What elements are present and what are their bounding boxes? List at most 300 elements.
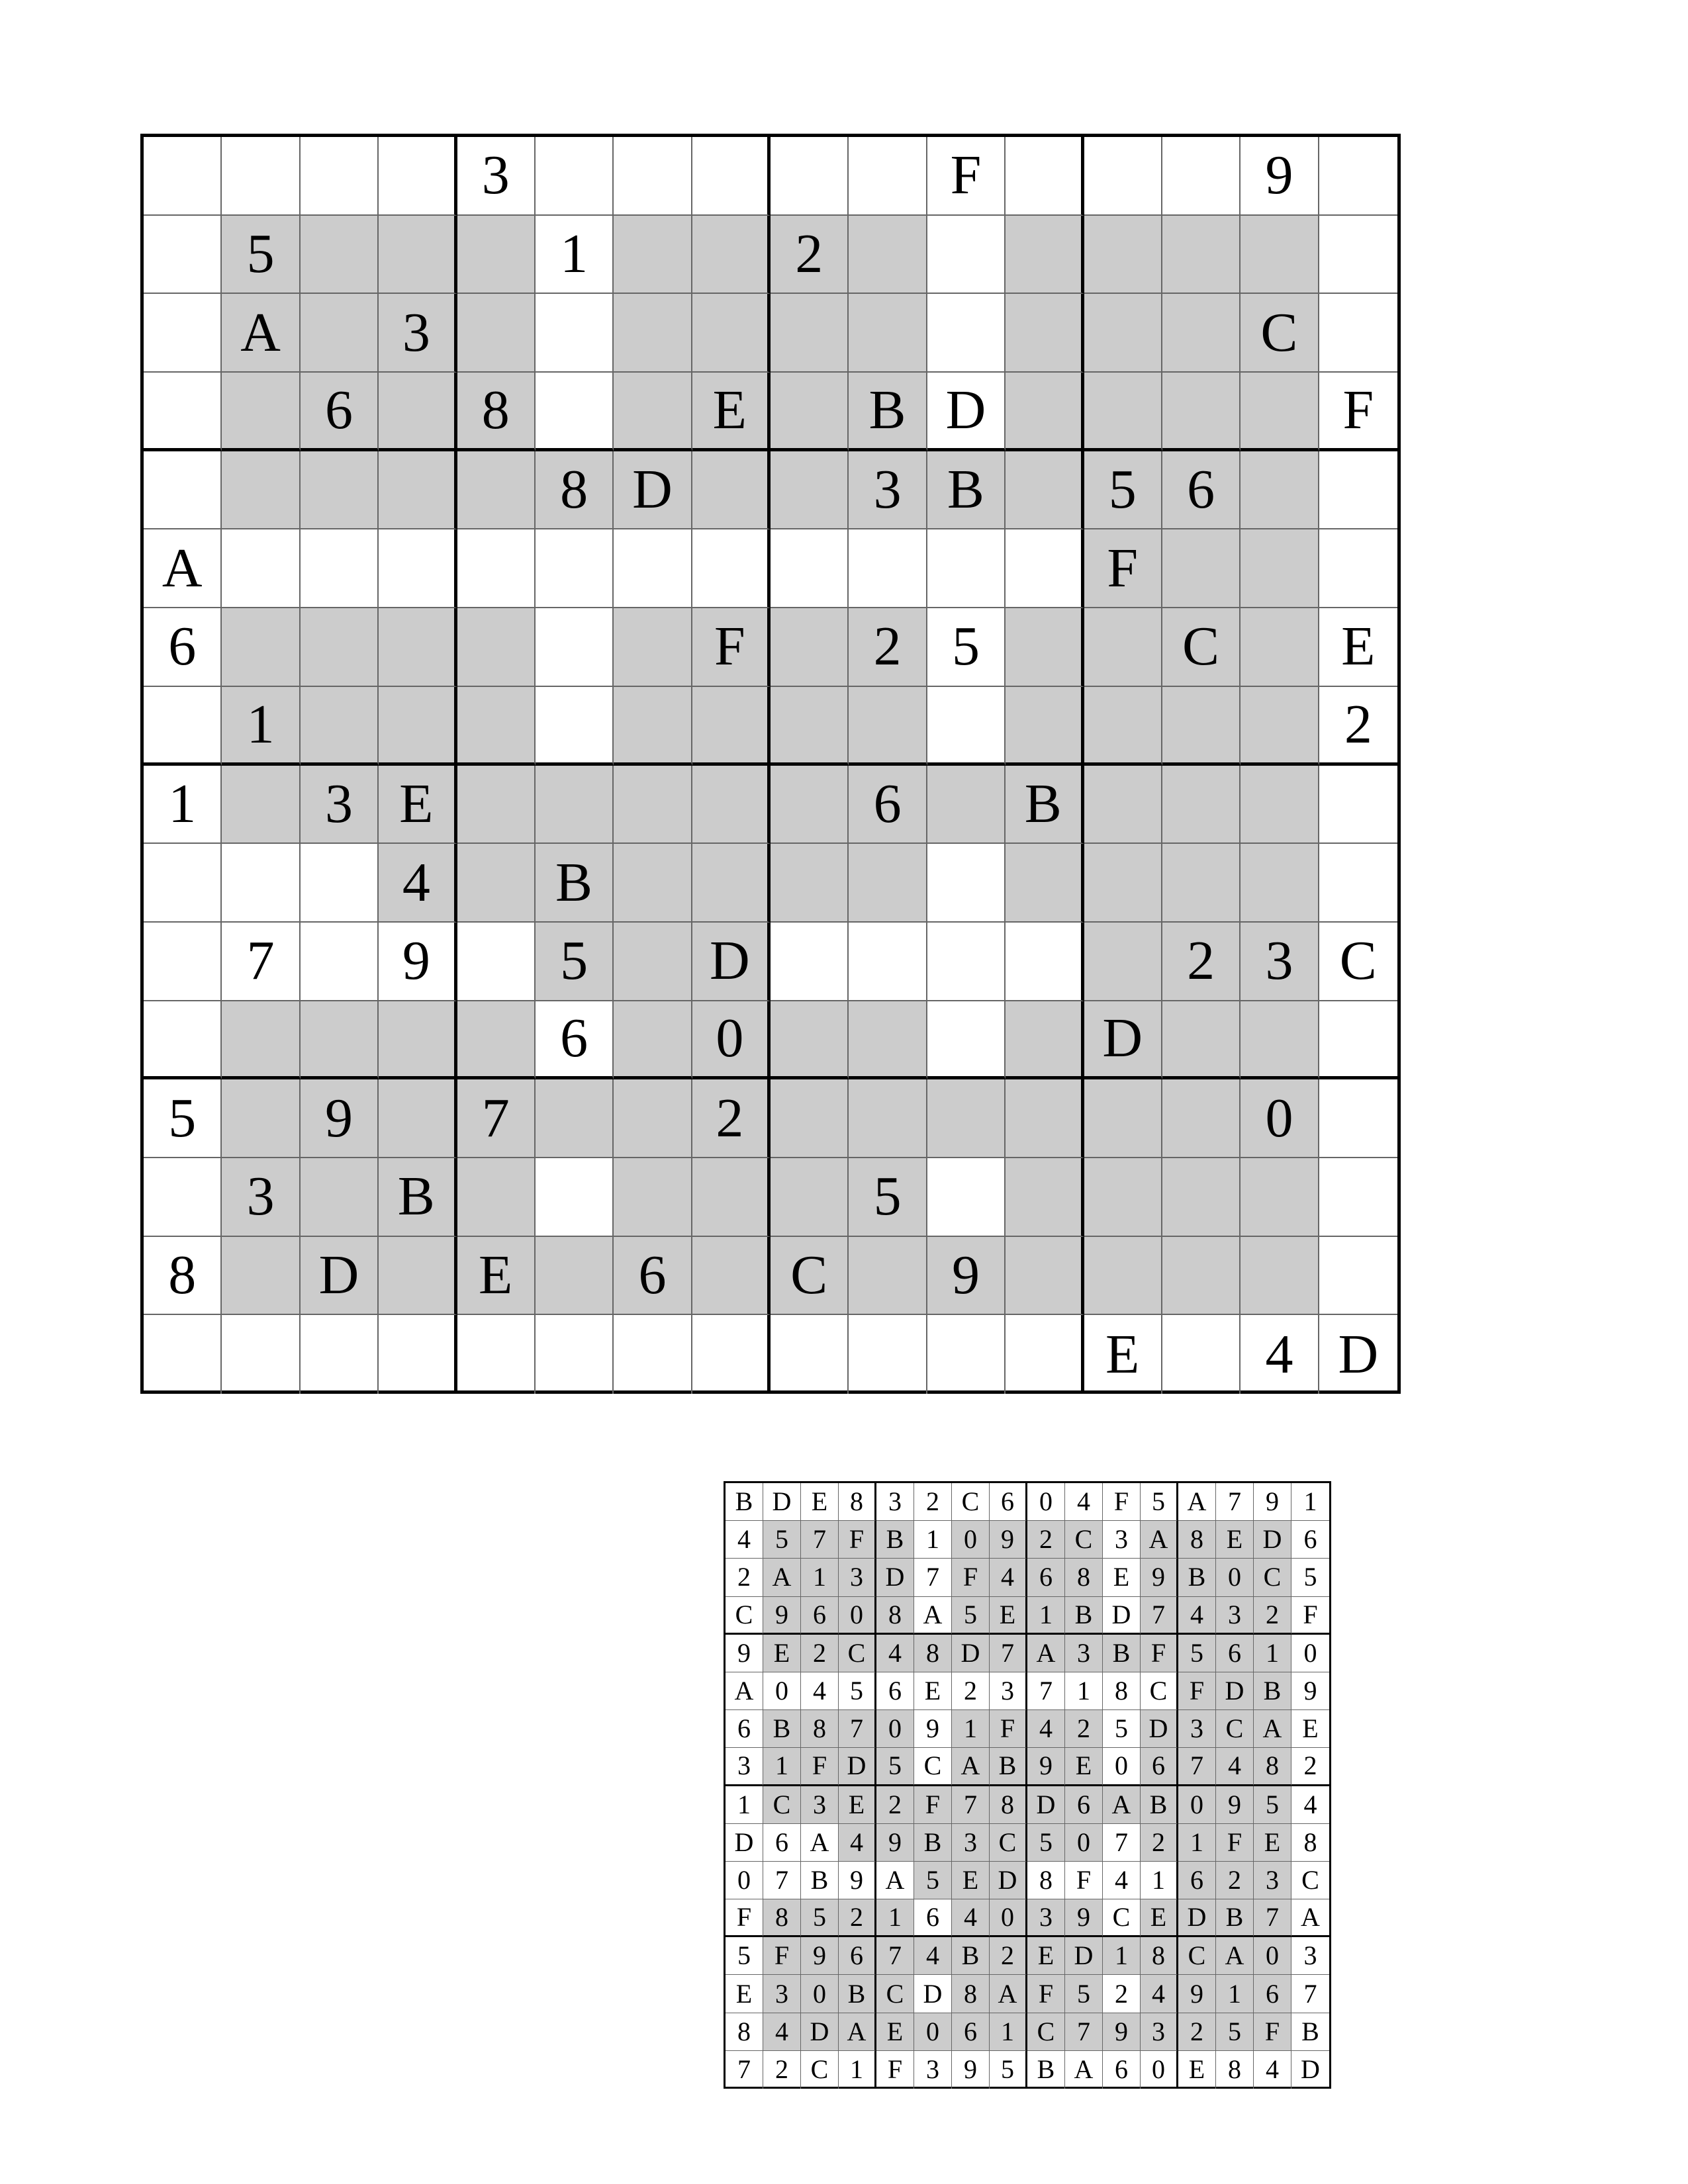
puzzle-cell[interactable] bbox=[692, 294, 771, 373]
solution-cell: F bbox=[990, 1710, 1027, 1748]
solution-cell: 4 bbox=[763, 2013, 801, 2051]
puzzle-cell[interactable] bbox=[222, 844, 300, 923]
puzzle-cell[interactable] bbox=[536, 1237, 614, 1316]
solution-cell: B bbox=[914, 1824, 952, 1862]
solution-cell: 2 bbox=[914, 1483, 952, 1521]
puzzle-cell[interactable] bbox=[222, 608, 300, 687]
solution-cell: A bbox=[839, 2013, 876, 2051]
solution-cell: E bbox=[1141, 1899, 1178, 1937]
puzzle-cell[interactable] bbox=[1162, 1315, 1241, 1394]
puzzle-cell[interactable] bbox=[1162, 137, 1241, 216]
solution-cell: 9 bbox=[1103, 2013, 1141, 2051]
puzzle-cell[interactable] bbox=[927, 1001, 1006, 1080]
puzzle-cell[interactable] bbox=[849, 1079, 927, 1158]
puzzle-cell: 8 bbox=[457, 373, 536, 451]
solution-cell: 3 bbox=[726, 1748, 763, 1786]
puzzle-cell[interactable] bbox=[379, 1315, 457, 1394]
solution-cell: 9 bbox=[726, 1635, 763, 1672]
puzzle-cell[interactable] bbox=[1162, 844, 1241, 923]
puzzle-cell[interactable] bbox=[379, 529, 457, 608]
puzzle-cell[interactable] bbox=[1006, 529, 1084, 608]
puzzle-cell[interactable] bbox=[614, 137, 692, 216]
puzzle-cell[interactable] bbox=[1084, 216, 1162, 295]
puzzle-cell[interactable] bbox=[927, 1315, 1006, 1394]
puzzle-cell[interactable] bbox=[927, 529, 1006, 608]
solution-row bbox=[726, 1710, 1329, 1748]
puzzle-cell[interactable] bbox=[1006, 451, 1084, 530]
puzzle-cell[interactable] bbox=[692, 1237, 771, 1316]
puzzle-cell[interactable] bbox=[301, 1315, 379, 1394]
solution-cell: 5 bbox=[1216, 2013, 1254, 2051]
puzzle-cell[interactable] bbox=[301, 844, 379, 923]
puzzle-cell[interactable] bbox=[301, 1001, 379, 1080]
solution-cell: C bbox=[990, 1824, 1027, 1862]
solution-cell: 2 bbox=[726, 1559, 763, 1596]
puzzle-row bbox=[144, 373, 1397, 451]
puzzle-cell[interactable] bbox=[771, 529, 849, 608]
solution-cell: 5 bbox=[1291, 1559, 1329, 1596]
puzzle-cell[interactable] bbox=[301, 529, 379, 608]
puzzle-cell[interactable] bbox=[1162, 766, 1241, 844]
puzzle-cell[interactable] bbox=[536, 1158, 614, 1237]
solution-cell: A bbox=[1103, 1786, 1141, 1824]
puzzle-cell[interactable] bbox=[1241, 1158, 1319, 1237]
solution-cell: D bbox=[914, 1975, 952, 2013]
puzzle-cell[interactable] bbox=[144, 294, 222, 373]
puzzle-cell[interactable] bbox=[1006, 137, 1084, 216]
puzzle-cell[interactable] bbox=[1241, 373, 1319, 451]
puzzle-cell[interactable] bbox=[1162, 529, 1241, 608]
puzzle-cell[interactable] bbox=[692, 766, 771, 844]
puzzle-cell[interactable] bbox=[771, 608, 849, 687]
solution-cell: 5 bbox=[839, 1672, 876, 1710]
puzzle-cell[interactable] bbox=[1241, 451, 1319, 530]
puzzle-cell[interactable] bbox=[1319, 1001, 1397, 1080]
puzzle-cell: C bbox=[1319, 923, 1397, 1001]
puzzle-cell[interactable] bbox=[692, 137, 771, 216]
puzzle-cell[interactable] bbox=[1084, 923, 1162, 1001]
solution-cell: D bbox=[726, 1824, 763, 1862]
puzzle-cell[interactable] bbox=[301, 608, 379, 687]
solution-cell: 7 bbox=[1216, 1483, 1254, 1521]
puzzle-cell[interactable] bbox=[927, 216, 1006, 295]
puzzle-cell[interactable] bbox=[1084, 687, 1162, 766]
solution-cell: 7 bbox=[1103, 1824, 1141, 1862]
puzzle-cell: 6 bbox=[144, 608, 222, 687]
puzzle-cell[interactable] bbox=[222, 529, 300, 608]
puzzle-cell[interactable] bbox=[1319, 766, 1397, 844]
solution-cell: 7 bbox=[763, 1862, 801, 1899]
solution-cell: D bbox=[1216, 1672, 1254, 1710]
solution-cell: 4 bbox=[952, 1899, 990, 1937]
puzzle-cell[interactable] bbox=[379, 1079, 457, 1158]
puzzle-cell[interactable] bbox=[457, 294, 536, 373]
puzzle-cell[interactable] bbox=[849, 844, 927, 923]
puzzle-cell[interactable] bbox=[1241, 687, 1319, 766]
puzzle-cell[interactable] bbox=[1006, 923, 1084, 1001]
solution-row bbox=[726, 1824, 1329, 1862]
puzzle-cell[interactable] bbox=[301, 216, 379, 295]
puzzle-cell[interactable] bbox=[614, 373, 692, 451]
solution-cell: 7 bbox=[839, 1710, 876, 1748]
puzzle-cell[interactable] bbox=[1319, 1158, 1397, 1237]
puzzle-cell[interactable] bbox=[771, 373, 849, 451]
puzzle-cell[interactable] bbox=[849, 216, 927, 295]
puzzle-cell[interactable] bbox=[614, 216, 692, 295]
solution-cell: B bbox=[839, 1975, 876, 2013]
puzzle-cell[interactable] bbox=[1319, 1079, 1397, 1158]
solution-cell: C bbox=[801, 2051, 839, 2089]
puzzle-cell[interactable] bbox=[1162, 687, 1241, 766]
puzzle-cell[interactable] bbox=[379, 216, 457, 295]
puzzle-cell[interactable] bbox=[1241, 766, 1319, 844]
solution-cell: 2 bbox=[1103, 1975, 1141, 2013]
puzzle-cell[interactable] bbox=[144, 373, 222, 451]
puzzle-cell[interactable] bbox=[379, 451, 457, 530]
puzzle-cell[interactable] bbox=[457, 923, 536, 1001]
puzzle-cell[interactable] bbox=[1006, 294, 1084, 373]
puzzle-cell[interactable] bbox=[301, 451, 379, 530]
puzzle-cell[interactable] bbox=[457, 687, 536, 766]
puzzle-cell[interactable] bbox=[222, 451, 300, 530]
puzzle-cell[interactable] bbox=[614, 923, 692, 1001]
puzzle-cell[interactable] bbox=[222, 766, 300, 844]
puzzle-cell[interactable] bbox=[849, 1001, 927, 1080]
puzzle-cell: B bbox=[379, 1158, 457, 1237]
puzzle-cell: A bbox=[222, 294, 300, 373]
puzzle-cell[interactable] bbox=[1084, 1079, 1162, 1158]
solution-cell: 7 bbox=[876, 1937, 914, 1975]
puzzle-cell[interactable] bbox=[1162, 1001, 1241, 1080]
solution-cell: 9 bbox=[876, 1824, 914, 1862]
puzzle-cell: D bbox=[1084, 1001, 1162, 1080]
solution-cell: B bbox=[1291, 2013, 1329, 2051]
puzzle-cell[interactable] bbox=[379, 1237, 457, 1316]
solution-cell: 6 bbox=[839, 1937, 876, 1975]
puzzle-cell[interactable] bbox=[1162, 1079, 1241, 1158]
puzzle-cell[interactable] bbox=[614, 529, 692, 608]
solution-cell: F bbox=[952, 1559, 990, 1596]
puzzle-cell[interactable] bbox=[457, 1001, 536, 1080]
puzzle-cell[interactable] bbox=[614, 1079, 692, 1158]
solution-cell: 9 bbox=[990, 1521, 1027, 1559]
puzzle-cell[interactable] bbox=[692, 844, 771, 923]
puzzle-cell: 6 bbox=[536, 1001, 614, 1080]
solution-cell: 4 bbox=[914, 1937, 952, 1975]
puzzle-cell[interactable] bbox=[927, 766, 1006, 844]
solution-cell: F bbox=[801, 1748, 839, 1786]
puzzle-cell[interactable] bbox=[1241, 1237, 1319, 1316]
puzzle-cell[interactable] bbox=[1162, 1158, 1241, 1237]
puzzle-cell[interactable] bbox=[144, 1315, 222, 1394]
solution-cell: 0 bbox=[839, 1597, 876, 1635]
solution-cell: D bbox=[1178, 1899, 1216, 1937]
puzzle-cell[interactable] bbox=[1006, 1315, 1084, 1394]
puzzle-cell[interactable] bbox=[1241, 1001, 1319, 1080]
solution-cell: 6 bbox=[1027, 1559, 1065, 1596]
puzzle-cell[interactable] bbox=[614, 1158, 692, 1237]
puzzle-cell[interactable] bbox=[927, 1158, 1006, 1237]
solution-cell: 0 bbox=[726, 1862, 763, 1899]
puzzle-cell[interactable] bbox=[457, 529, 536, 608]
puzzle-cell[interactable] bbox=[849, 294, 927, 373]
puzzle-cell[interactable] bbox=[536, 766, 614, 844]
puzzle-cell[interactable] bbox=[1162, 1237, 1241, 1316]
puzzle-cell[interactable] bbox=[536, 294, 614, 373]
solution-cell: C bbox=[1103, 1899, 1141, 1937]
puzzle-cell[interactable] bbox=[849, 1315, 927, 1394]
puzzle-cell[interactable] bbox=[222, 373, 300, 451]
puzzle-cell: B bbox=[849, 373, 927, 451]
puzzle-cell: 4 bbox=[379, 844, 457, 923]
puzzle-row bbox=[144, 451, 1397, 530]
puzzle-cell[interactable] bbox=[1006, 1001, 1084, 1080]
puzzle-cell[interactable] bbox=[1006, 373, 1084, 451]
solution-cell: 3 bbox=[1141, 2013, 1178, 2051]
puzzle-cell[interactable] bbox=[1084, 294, 1162, 373]
solution-cell: 9 bbox=[952, 2051, 990, 2089]
solution-cell: 2 bbox=[952, 1672, 990, 1710]
puzzle-cell[interactable] bbox=[1084, 844, 1162, 923]
puzzle-cell[interactable] bbox=[614, 687, 692, 766]
solution-cell: C bbox=[876, 1975, 914, 2013]
puzzle-cell[interactable] bbox=[144, 1001, 222, 1080]
puzzle-cell[interactable] bbox=[1319, 216, 1397, 295]
puzzle-cell[interactable] bbox=[614, 1315, 692, 1394]
solution-cell: 6 bbox=[1103, 2051, 1141, 2089]
puzzle-cell[interactable] bbox=[771, 294, 849, 373]
puzzle-cell[interactable] bbox=[379, 137, 457, 216]
puzzle-cell[interactable] bbox=[1319, 1237, 1397, 1316]
solution-cell: 3 bbox=[1216, 1597, 1254, 1635]
puzzle-cell[interactable] bbox=[849, 923, 927, 1001]
puzzle-cell[interactable] bbox=[771, 844, 849, 923]
puzzle-cell[interactable] bbox=[614, 294, 692, 373]
puzzle-cell[interactable] bbox=[457, 1158, 536, 1237]
solution-cell: 3 bbox=[839, 1559, 876, 1596]
puzzle-cell[interactable] bbox=[536, 373, 614, 451]
puzzle-cell: 7 bbox=[457, 1079, 536, 1158]
puzzle-cell[interactable] bbox=[379, 608, 457, 687]
puzzle-cell[interactable] bbox=[1319, 137, 1397, 216]
puzzle-cell[interactable] bbox=[692, 687, 771, 766]
puzzle-cell: B bbox=[536, 844, 614, 923]
puzzle-cell[interactable] bbox=[301, 923, 379, 1001]
puzzle-cell[interactable] bbox=[771, 923, 849, 1001]
puzzle-cell[interactable] bbox=[1319, 294, 1397, 373]
puzzle-cell[interactable] bbox=[927, 687, 1006, 766]
puzzle-cell[interactable] bbox=[1162, 373, 1241, 451]
puzzle-cell[interactable] bbox=[457, 1315, 536, 1394]
puzzle-cell[interactable] bbox=[536, 137, 614, 216]
puzzle-cell[interactable] bbox=[457, 844, 536, 923]
solution-cell: 8 bbox=[876, 1597, 914, 1635]
puzzle-cell: D bbox=[1338, 1323, 1379, 1385]
puzzle-cell[interactable] bbox=[771, 137, 849, 216]
solution-cell: 8 bbox=[839, 1483, 876, 1521]
puzzle-cell[interactable] bbox=[379, 687, 457, 766]
solution-row bbox=[726, 2013, 1329, 2051]
solution-cell: 1 bbox=[801, 1559, 839, 1596]
puzzle-cell[interactable] bbox=[771, 451, 849, 530]
solution-cell: A bbox=[726, 1672, 763, 1710]
puzzle-cell[interactable] bbox=[144, 451, 222, 530]
puzzle-cell[interactable] bbox=[536, 608, 614, 687]
puzzle-cell[interactable] bbox=[771, 1001, 849, 1080]
solution-cell: E bbox=[914, 1672, 952, 1710]
puzzle-cell[interactable] bbox=[849, 529, 927, 608]
puzzle-cell[interactable] bbox=[1084, 766, 1162, 844]
puzzle-cell[interactable] bbox=[457, 451, 536, 530]
puzzle-cell[interactable] bbox=[1241, 529, 1319, 608]
puzzle-cell[interactable] bbox=[1084, 608, 1162, 687]
solution-cell: 0 bbox=[1216, 1559, 1254, 1596]
puzzle-cell[interactable] bbox=[771, 1079, 849, 1158]
solution-cell: E bbox=[876, 2013, 914, 2051]
puzzle-cell[interactable] bbox=[692, 216, 771, 295]
puzzle-cell[interactable] bbox=[301, 1158, 379, 1237]
solution-cell: 3 bbox=[914, 2051, 952, 2089]
solution-cell: B bbox=[763, 1710, 801, 1748]
puzzle-cell[interactable] bbox=[1162, 294, 1241, 373]
solution-cell: D bbox=[1254, 1521, 1291, 1559]
puzzle-cell[interactable] bbox=[536, 1315, 614, 1394]
solution-cell: F bbox=[1065, 1862, 1103, 1899]
puzzle-cell[interactable] bbox=[927, 294, 1006, 373]
solution-cell: 6 bbox=[1291, 1521, 1329, 1559]
puzzle-cell: 1 bbox=[222, 687, 300, 766]
puzzle-cell[interactable] bbox=[1162, 216, 1241, 295]
puzzle-cell: 3 bbox=[379, 294, 457, 373]
puzzle-cell[interactable] bbox=[1241, 216, 1319, 295]
puzzle-cell[interactable] bbox=[614, 766, 692, 844]
puzzle-cell[interactable] bbox=[692, 1315, 771, 1394]
puzzle-cell[interactable] bbox=[1241, 844, 1319, 923]
solution-cell: 4 bbox=[1178, 1597, 1216, 1635]
puzzle-cell: 7 bbox=[222, 923, 300, 1001]
puzzle-cell: 2 bbox=[849, 608, 927, 687]
puzzle-cell[interactable] bbox=[771, 766, 849, 844]
puzzle-cell[interactable] bbox=[144, 216, 222, 295]
puzzle-row bbox=[144, 687, 1397, 766]
solution-cell: 1 bbox=[839, 2051, 876, 2089]
solution-cell: 1 bbox=[990, 2013, 1027, 2051]
puzzle-cell[interactable] bbox=[379, 1001, 457, 1080]
puzzle-cell[interactable] bbox=[1006, 687, 1084, 766]
puzzle-cell[interactable] bbox=[144, 844, 222, 923]
solution-cell: 5 bbox=[1027, 1824, 1065, 1862]
solution-cell: 7 bbox=[914, 1559, 952, 1596]
puzzle-cell[interactable] bbox=[222, 1079, 300, 1158]
puzzle-cell[interactable] bbox=[692, 451, 771, 530]
puzzle-cell[interactable] bbox=[144, 923, 222, 1001]
puzzle-cell[interactable] bbox=[1319, 529, 1397, 608]
puzzle-cell[interactable] bbox=[1006, 1158, 1084, 1237]
puzzle-cell[interactable] bbox=[457, 608, 536, 687]
solution-cell: B bbox=[1141, 1786, 1178, 1824]
puzzle-cell[interactable] bbox=[379, 373, 457, 451]
puzzle-cell[interactable] bbox=[849, 1237, 927, 1316]
puzzle-cell[interactable] bbox=[536, 529, 614, 608]
puzzle-cell[interactable] bbox=[1006, 216, 1084, 295]
solution-cell: A bbox=[876, 1862, 914, 1899]
puzzle-cell[interactable] bbox=[301, 294, 379, 373]
solution-cell: D bbox=[839, 1748, 876, 1786]
puzzle-cell[interactable] bbox=[1319, 844, 1397, 923]
puzzle-cell[interactable] bbox=[771, 687, 849, 766]
solution-row bbox=[726, 1483, 1329, 1521]
puzzle-cell[interactable] bbox=[1084, 1158, 1162, 1237]
solution-cell: E bbox=[1216, 1521, 1254, 1559]
puzzle-cell[interactable] bbox=[1319, 451, 1397, 530]
puzzle-cell[interactable] bbox=[1084, 373, 1162, 451]
solution-cell: 8 bbox=[1254, 1748, 1291, 1786]
puzzle-cell[interactable] bbox=[457, 766, 536, 844]
puzzle-cell[interactable] bbox=[614, 1001, 692, 1080]
puzzle-cell[interactable] bbox=[457, 216, 536, 295]
puzzle-cell[interactable] bbox=[536, 687, 614, 766]
puzzle-cell[interactable] bbox=[222, 1001, 300, 1080]
puzzle-cell: 6 bbox=[849, 766, 927, 844]
puzzle-cell[interactable] bbox=[1006, 1079, 1084, 1158]
solution-cell: C bbox=[1027, 2013, 1065, 2051]
puzzle-cell[interactable] bbox=[849, 687, 927, 766]
puzzle-cell: 4 bbox=[1241, 1315, 1319, 1394]
puzzle-cell[interactable] bbox=[927, 1079, 1006, 1158]
puzzle-cell[interactable] bbox=[771, 1315, 849, 1394]
puzzle-cell[interactable] bbox=[144, 687, 222, 766]
puzzle-cell[interactable] bbox=[144, 1158, 222, 1237]
solution-cell: 3 bbox=[1254, 1862, 1291, 1899]
puzzle-cell[interactable] bbox=[222, 137, 300, 216]
puzzle-cell[interactable] bbox=[1006, 844, 1084, 923]
solution-cell: 7 bbox=[726, 2051, 763, 2089]
puzzle-cell[interactable] bbox=[1006, 1237, 1084, 1316]
puzzle-cell[interactable] bbox=[927, 844, 1006, 923]
puzzle-cell[interactable] bbox=[301, 137, 379, 216]
puzzle-cell[interactable] bbox=[692, 529, 771, 608]
puzzle-cell[interactable] bbox=[614, 844, 692, 923]
puzzle-cell[interactable] bbox=[536, 1079, 614, 1158]
puzzle-cell[interactable] bbox=[771, 1158, 849, 1237]
puzzle-cell[interactable] bbox=[1241, 608, 1319, 687]
puzzle-cell[interactable] bbox=[927, 923, 1006, 1001]
puzzle-cell[interactable] bbox=[301, 687, 379, 766]
puzzle-cell[interactable] bbox=[1084, 1237, 1162, 1316]
solution-cell: 9 bbox=[763, 1597, 801, 1635]
solution-cell: F bbox=[1178, 1672, 1216, 1710]
puzzle-cell[interactable] bbox=[144, 137, 222, 216]
puzzle-cell[interactable] bbox=[1084, 137, 1162, 216]
solution-row bbox=[726, 1748, 1329, 1786]
puzzle-row bbox=[144, 1079, 1397, 1158]
solution-cell: 5 bbox=[1141, 1483, 1178, 1521]
puzzle-cell[interactable] bbox=[692, 1158, 771, 1237]
puzzle-cell[interactable] bbox=[222, 1237, 300, 1316]
solution-cell: 8 bbox=[801, 1710, 839, 1748]
solution-cell: 0 bbox=[1027, 1483, 1065, 1521]
solution-cell: D bbox=[1103, 1597, 1141, 1635]
puzzle-cell[interactable] bbox=[222, 1315, 300, 1394]
puzzle-cell[interactable] bbox=[614, 608, 692, 687]
solution-cell: 7 bbox=[1178, 1748, 1216, 1786]
puzzle-cell[interactable] bbox=[1006, 608, 1084, 687]
solution-cell: E bbox=[990, 1597, 1027, 1635]
solution-cell: 4 bbox=[1254, 2051, 1291, 2089]
solution-cell: C bbox=[1254, 1559, 1291, 1596]
solution-cell: 6 bbox=[1216, 1635, 1254, 1672]
puzzle-cell[interactable] bbox=[849, 137, 927, 216]
